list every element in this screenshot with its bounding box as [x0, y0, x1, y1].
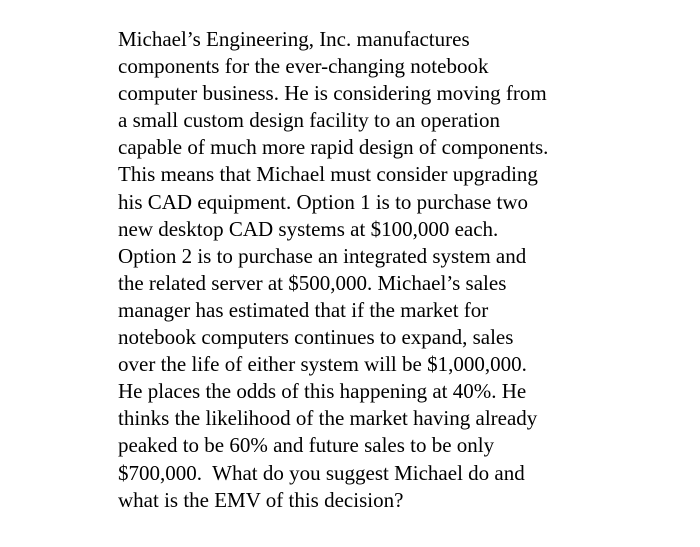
- problem-line: what is the EMV of this decision?: [118, 487, 404, 512]
- problem-line: his CAD equipment. Option 1 is to purchase two: [118, 189, 529, 214]
- problem-line: This means that Michael must consider upgrading: [118, 162, 538, 187]
- problem-statement: [118, 26, 658, 514]
- problem-line: peaked to be 60% and future sales to be only: [118, 433, 495, 458]
- problem-line: components for the ever-changing notebook: [118, 54, 489, 79]
- problem-line: Michael’s Engineering, Inc. manufactures: [118, 27, 470, 51]
- problem-line: He places the odds of this happening at 40%. He: [118, 379, 527, 404]
- problem-line: the related server at $500,000. Michael’s sales: [118, 270, 507, 295]
- problem-line: computer business. He is considering moving from: [118, 81, 547, 106]
- problem-line: notebook computers continues to expand, sales: [118, 325, 514, 350]
- problem-line: a small custom design facility to an operation: [118, 108, 500, 133]
- problem-line: thinks the likelihood of the market having already: [118, 406, 538, 431]
- problem-line: Option 2 is to purchase an integrated system and: [118, 243, 527, 268]
- problem-line: $700,000. What do you suggest Michael do and: [118, 460, 525, 485]
- problem-line: over the life of either system will be $1,000,000.: [118, 352, 527, 377]
- problem-line: manager has estimated that if the market for: [118, 297, 489, 322]
- problem-line: new desktop CAD systems at $100,000 each.: [118, 216, 499, 241]
- problem-line: capable of much more rapid design of components.: [118, 135, 549, 160]
